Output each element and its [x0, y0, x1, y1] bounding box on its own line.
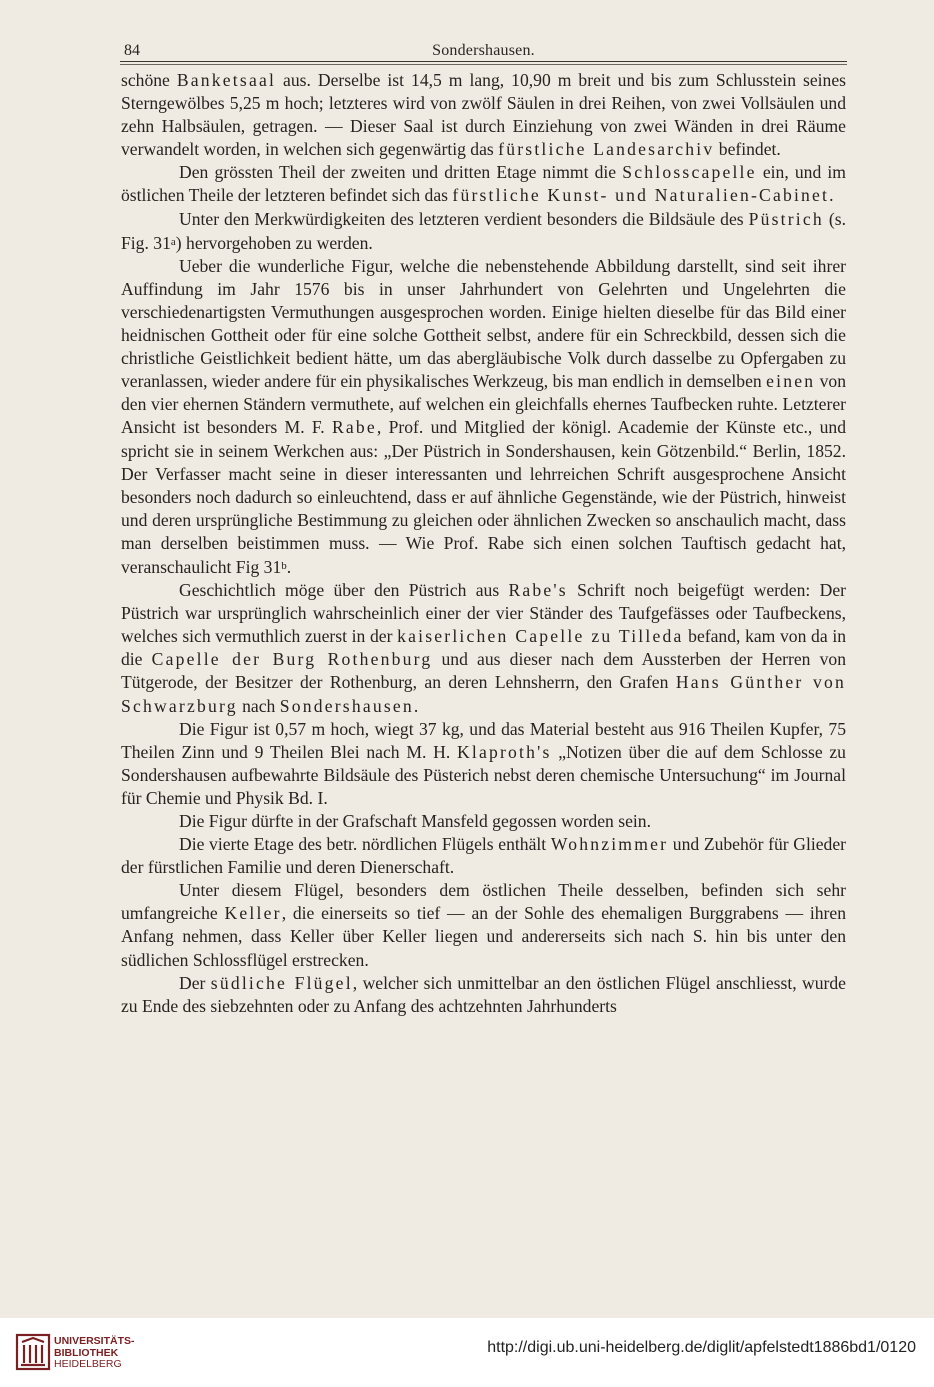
text-run: ein, und im östlichen Theile der letzteren befindet sich das	[121, 162, 846, 206]
library-logo-text	[54, 1336, 135, 1371]
text-run: und aus dieser nach dem Aussterben der Herren von Tütgerode, der Besitzer der Rothenburg, an deren Lehnsherrn, den Grafen	[121, 649, 846, 693]
page-number: 84	[124, 42, 140, 59]
text-run: .	[413, 695, 419, 716]
paragraph	[121, 879, 846, 971]
text-run: Unter diesem Flügel, besonders dem östlichen Theile desselben, befinden sich sehr umfangreiche	[121, 880, 846, 924]
text-run: Schrift noch beigefügt werden: Der Püstrich war ursprünglich wahrscheinlich einer der vier Ständer des Taufgefässes oder Taufbeckens, welches sich vermuthlich zuerst in der	[121, 580, 846, 647]
text-run: Die Figur ist 0,57 m hoch, wiegt 37 kg, und das Material besteht aus 916 Theilen Kupfer, 75 Theilen Zinn und 9 Theilen Blei nach M. H.	[121, 718, 846, 762]
spaced-emphasis: kaiserlichen Capelle zu Tilleda	[397, 626, 684, 647]
text-run: und Zubehör für Glieder der fürstlichen Familie und deren Dienerschaft.	[121, 834, 846, 878]
text-run: , die einerseits so tief — an der Sohle des ehemaligen Burggrabens — ihren Anfang nehmen, dass Keller über Keller liegen und andererseits sich nach S. hin bis unter den südlichen Schlossflügel erstrecken.	[121, 903, 846, 970]
source-url-link[interactable]: http://digi.ub.uni-heidelberg.de/diglit/apfelstedt1886bd1/0120	[487, 1339, 916, 1356]
spaced-emphasis: Püstrich	[748, 208, 824, 229]
paragraph	[121, 161, 846, 207]
text-run: Unter den Merkwürdigkeiten des letzteren verdient besonders die Bildsäule des	[179, 208, 749, 229]
text-run: „Notizen über die auf dem Schlosse zu Sondershausen aufbewahrte Bildsäule des Püsterich nebst deren chemische Untersuchung“ im Journal für Chemie und Physik Bd. I.	[121, 741, 846, 808]
spaced-emphasis: Banketsaal	[176, 70, 277, 90]
text-run: nach	[237, 695, 280, 716]
logo-line-2: BIBLIOTHEK	[54, 1346, 119, 1359]
running-title: Sondershausen.	[432, 42, 535, 59]
spaced-emphasis: fürstliche Landesarchiv	[498, 139, 715, 160]
text-run: aus. Derselbe ist 14,5 m lang, 10,90 m breit und bis zum Schlusstein seines Sterngewölbes 5,25 m hoch; letzteres wird von zwölf Säulen in drei Reihen, von zwei Vollsäulen und zehn Halbsäulen, getragen. — Dieser Saal ist durch Einziehung von zwei Wänden in drei Räume verwandelt worden, in welchen sich gegenwärtig das	[121, 70, 846, 160]
text-run: Die Figur dürfte in der Grafschaft Mansfeld gegossen worden sein.	[179, 811, 651, 831]
text-run: .	[829, 185, 834, 206]
spaced-emphasis: Rabe	[331, 417, 377, 438]
spaced-emphasis: südliche Flügel	[210, 972, 353, 993]
paragraph	[121, 208, 846, 255]
spaced-emphasis: Schlosscapelle	[622, 162, 757, 183]
paragraph	[121, 833, 846, 879]
source-url	[487, 1339, 916, 1357]
text-run: von den vier ehernen Ständern vermuthete, auf welchen ein gleichfalls ehernes Taufbecken ruhte. Letzterer Ansicht ist besonders M. F.	[121, 371, 847, 438]
spaced-emphasis: fürstliche Kunst- und Naturalien-Cabinet	[452, 185, 830, 206]
spaced-emphasis: einen	[766, 371, 816, 392]
library-logo[interactable]	[14, 1332, 174, 1372]
paragraph	[121, 972, 846, 1018]
body-text	[121, 69, 846, 1018]
text-run: , welcher sich unmittelbar an den östlichen Flügel anschliesst, wurde zu Ende des siebzehnten oder zu Anfang des achtzehnten Jahrhunderts	[121, 972, 846, 1016]
spaced-emphasis: Sondershausen	[279, 695, 414, 716]
text-run: Geschichtlich möge über den Püstrich aus	[179, 580, 509, 601]
text-run: ) hervorgehoben zu werden.	[175, 232, 373, 253]
logo-line-1: UNIVERSITÄTS-	[54, 1335, 135, 1347]
spaced-emphasis: Keller	[224, 903, 282, 924]
figure-superscript: a	[170, 235, 176, 248]
logo-line-3: HEIDELBERG	[54, 1358, 122, 1370]
paragraph	[121, 718, 846, 810]
header-rule-thin	[120, 64, 847, 65]
paragraph	[121, 255, 846, 579]
spaced-emphasis: Rabe's	[508, 580, 568, 601]
text-run: (s. Fig. 31	[121, 208, 846, 253]
text-run: Den grössten Theil der zweiten und dritten Etage nimmt die	[179, 162, 623, 183]
text-run: befand, kam von da in die	[121, 626, 847, 670]
text-run: , Prof. und Mitglied der königl. Academie der Künste etc., und spricht sie in seinem Werkchen aus: „Der Püstrich in Sondershausen, kein Götzenbild.“ Berlin, 1852. Der Verfasser macht seine in dieser interessanten und lehrreichen Schrift ausgesprochene Ansicht besonders noch dadurch so einleuchtend, dass er auf ähnliche Gegenstände, wie der Püstrich, hinweist und deren ursprüngliche Bestimmung zu gleichen oder ähnlichen Zwecken so anschaulich macht, dass man derselben beistimmen muss. — Wie Prof. Rabe sich einen solchen Tauftisch gedacht hat, veranschaulicht Fig 31	[121, 417, 846, 577]
figure-superscript: b	[281, 559, 287, 572]
text-run: schöne	[121, 70, 177, 90]
spaced-emphasis: Capelle der Burg Rothenburg	[151, 649, 433, 670]
paragraph	[121, 579, 846, 718]
footer-bar	[0, 1318, 934, 1387]
text-run: Die vierte Etage des betr. nördlichen Flügels enthält	[179, 834, 551, 855]
paragraph	[121, 810, 846, 833]
text-run: Ueber die wunderliche Figur, welche die nebenstehende Abbildung darstellt, sind seit ihrer Auffindung im Jahr 1576 bis in unser Jahrhundert von Gelehrten und Ungelehrten die verschiedenartigsten Vermuthungen ausgesprochen worden. Einige hielten dieselbe für das Bild einer heidnischen Gottheit oder für eine solche Gottheit selbst, andere für ein Schreckbild, dessen sich die christliche Geistlichkeit bedient hätte, um das abergläubische Volk durch dasselbe zu Opfergaben zu veranlassen, wieder andere für ein physikalisches Werkzeug, bis man endlich in demselben	[121, 255, 846, 392]
paragraph	[121, 69, 846, 161]
spaced-emphasis: Wohnzimmer	[550, 834, 669, 855]
library-logo-icon	[14, 1332, 52, 1372]
text-run: befindet.	[714, 139, 781, 160]
text-run: Der	[179, 972, 211, 993]
header-rule	[120, 61, 847, 62]
spaced-emphasis: Hans Günther von Schwarzburg	[121, 672, 847, 716]
spaced-emphasis: Klaproth's	[456, 741, 552, 762]
text-run: .	[286, 556, 292, 577]
